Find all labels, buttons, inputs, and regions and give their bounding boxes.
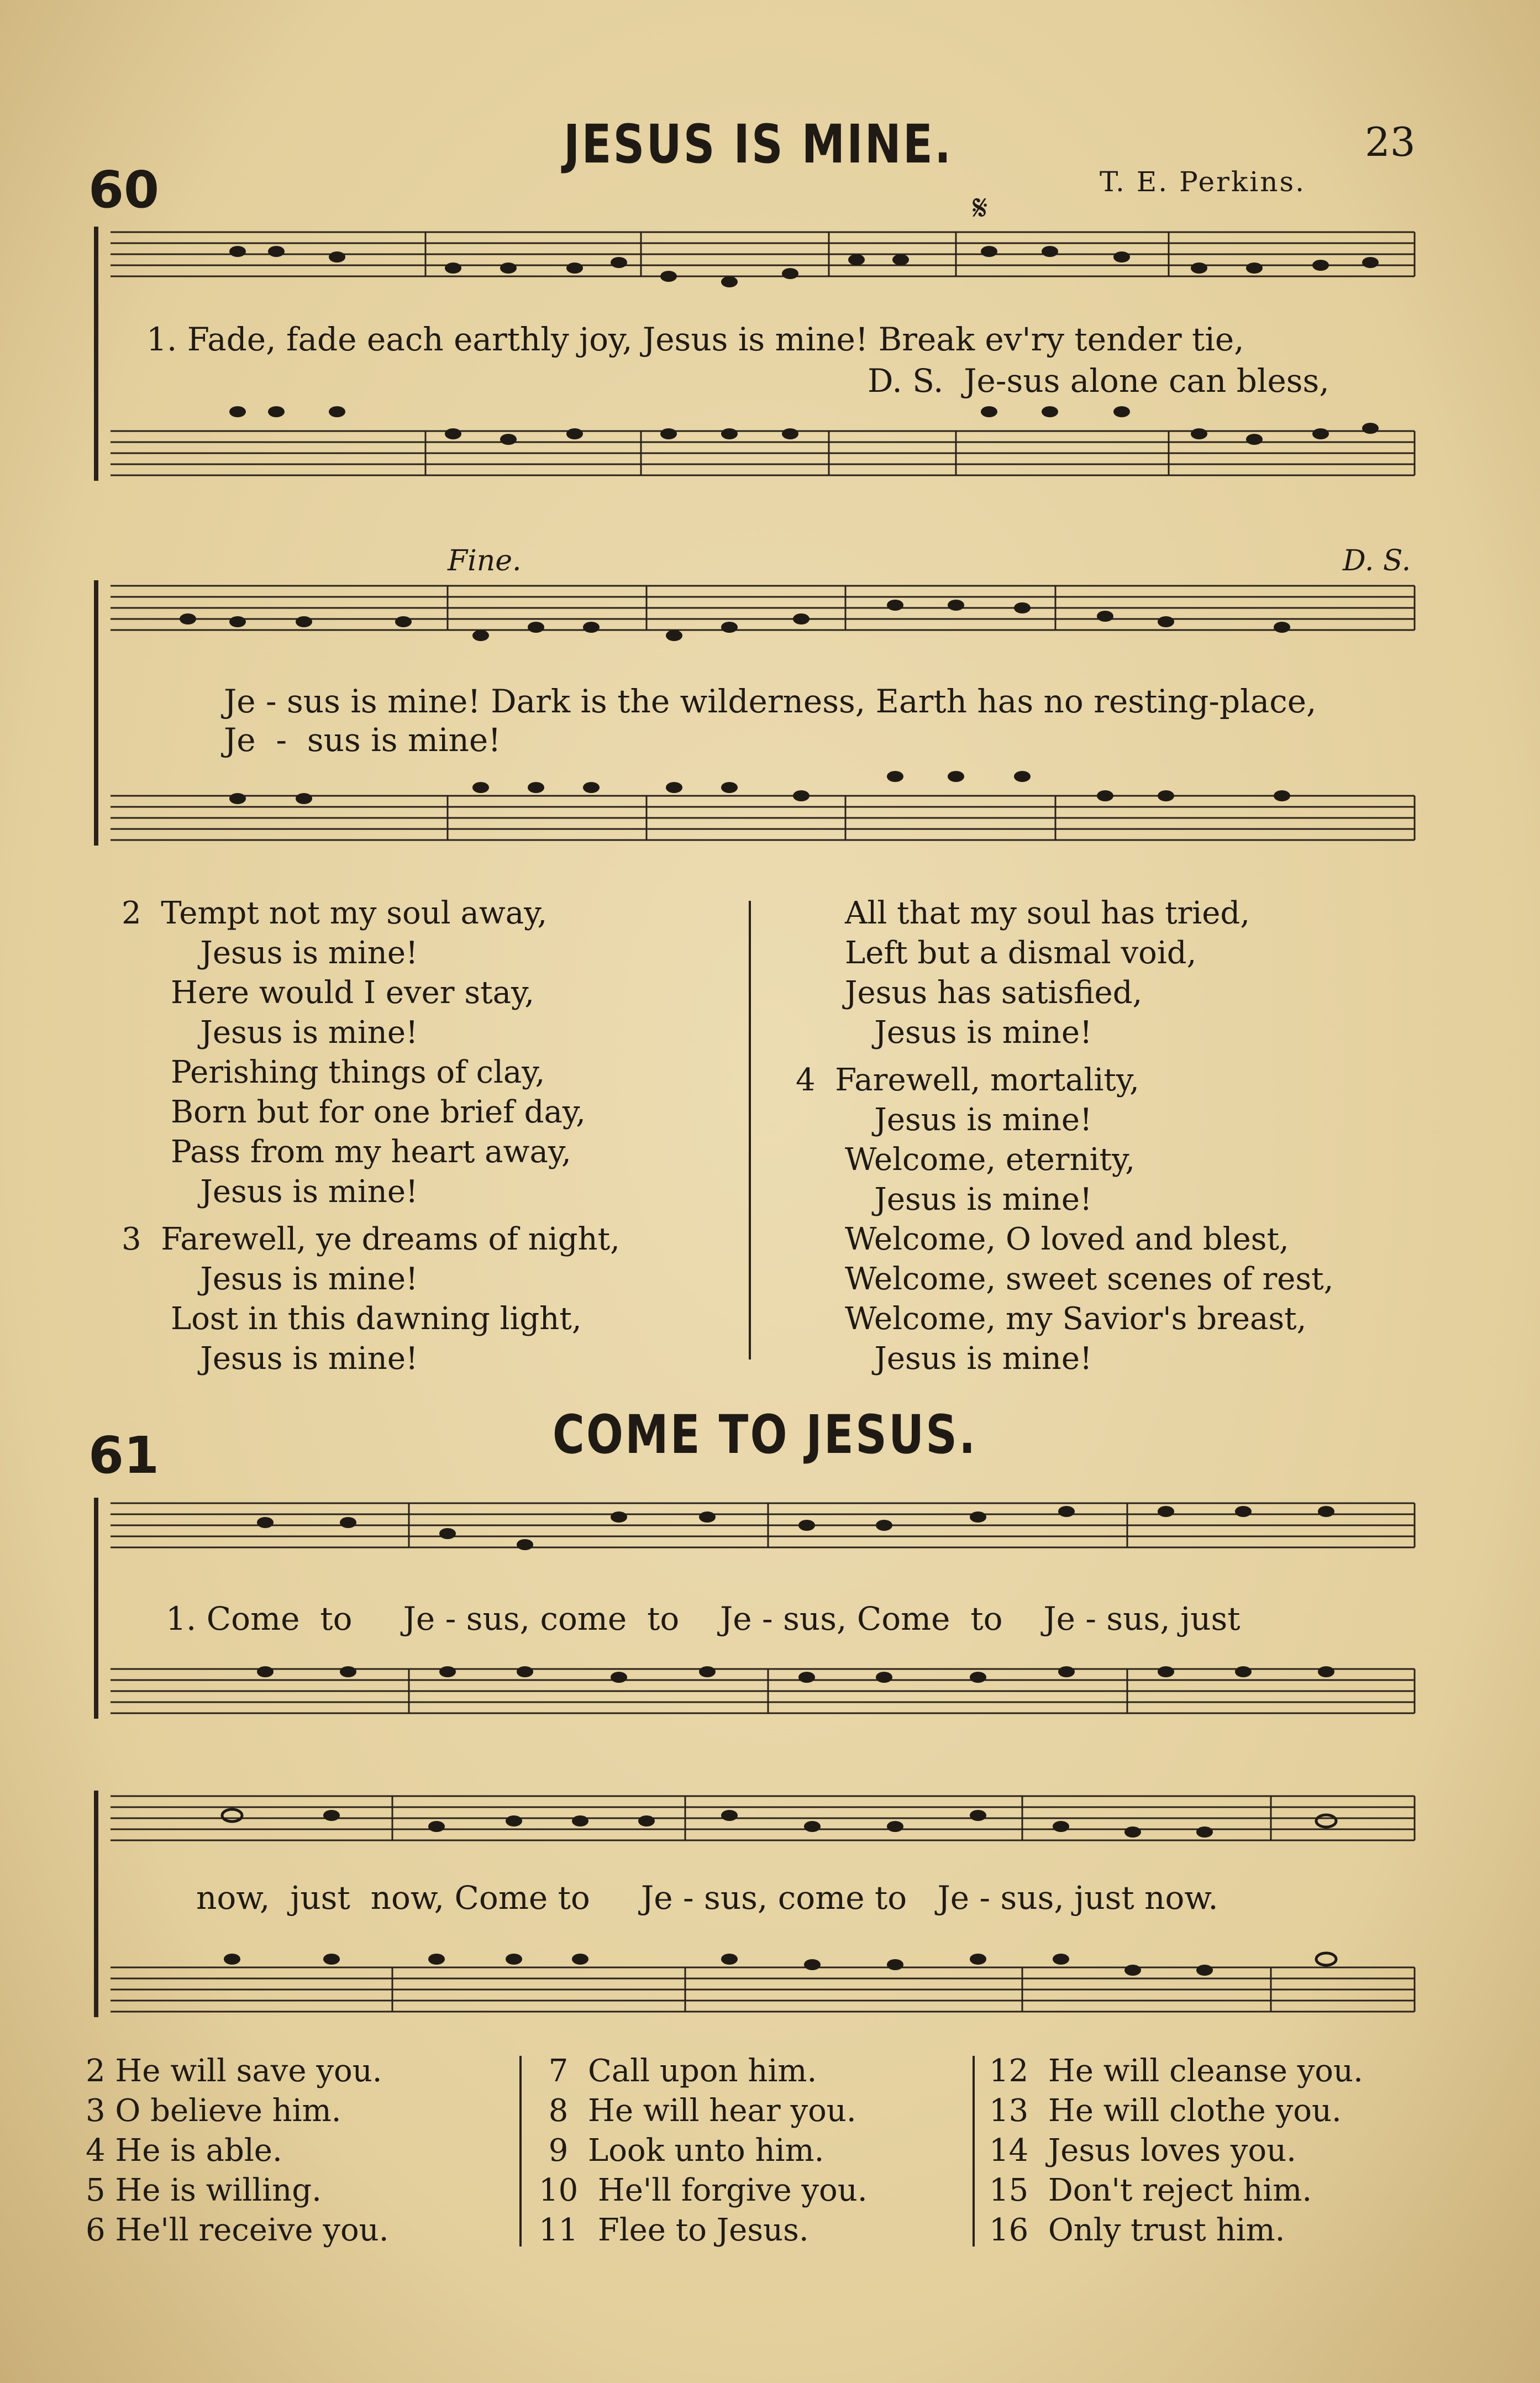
verse-line: 6 He'll receive you. (86, 2212, 389, 2248)
lyric-line-61-1: 1. Come to Je - sus, come to Je - sus, Come to Je - sus, just (166, 1600, 1241, 1637)
verse-line: 16 Only trust him. (989, 2212, 1285, 2248)
hymn-title-61: COME TO JESUS. (553, 1404, 977, 1466)
verse-line: 4 He is able. (86, 2133, 282, 2169)
lyric-line-1: 1. Fade, fade each earthly joy, Jesus is mine! Break ev'ry tender tie, (146, 321, 1244, 358)
verse-line: Pass from my heart away, (122, 1134, 571, 1170)
page-number: 23 (1365, 119, 1416, 165)
verse-line: Welcome, sweet scenes of rest, (796, 1261, 1334, 1297)
verse-line: 15 Don't reject him. (989, 2172, 1312, 2208)
verse-line: Welcome, eternity, (796, 1142, 1136, 1178)
hymn-title-60: JESUS IS MINE. (564, 113, 953, 175)
verse-line: Perishing things of clay, (122, 1054, 545, 1090)
verse-line: Lost in this dawning light, (122, 1301, 582, 1337)
column-divider (749, 901, 751, 1360)
verse-line: 14 Jesus loves you. (989, 2133, 1296, 2169)
verse-line: 13 He will clothe you. (989, 2093, 1342, 2129)
verse-line: Here would I ever stay, (122, 975, 535, 1011)
verse-line: Jesus is mine! (122, 935, 418, 971)
verse-line: 11 Flee to Jesus. (539, 2212, 809, 2248)
verse-line: Jesus is mine! (796, 1015, 1092, 1051)
verse-line: Jesus is mine! (122, 1015, 418, 1051)
lyric-line-2b: Je - sus is mine! (224, 721, 501, 759)
verse-line: Jesus is mine! (122, 1341, 418, 1377)
verse-line: Welcome, O loved and blest, (796, 1221, 1289, 1257)
verse-line: 5 He is willing. (86, 2172, 322, 2208)
lyric-line-2: Je - sus is mine! Dark is the wilderness, Earth has no resting-place, (224, 683, 1317, 720)
verse-line: 8 He will hear you. (539, 2093, 856, 2129)
verse-line: Jesus is mine! (796, 1182, 1092, 1217)
verse-line: Born but for one brief day, (122, 1094, 586, 1130)
verse-line: 12 He will cleanse you. (989, 2053, 1363, 2089)
column-divider (519, 2056, 522, 2246)
segno-icon: 𝄋 (973, 188, 988, 229)
verse-line: 2 He will save you. (86, 2053, 382, 2089)
hymn-number-61: 61 (88, 1426, 160, 1485)
composer: T. E. Perkins. (1100, 166, 1306, 198)
fine-mark: Fine. (448, 544, 522, 578)
column-divider (973, 2056, 975, 2246)
verse-line: 3 Farewell, ye dreams of night, (122, 1221, 620, 1257)
verse-line: Welcome, my Savior's breast, (796, 1301, 1307, 1337)
ds-mark: D. S. (1343, 544, 1411, 578)
lyric-line-61-2: now, just now, Come to Je - sus, come to Je - sus, just now. (196, 1879, 1218, 1917)
verse-line: Jesus is mine! (122, 1261, 418, 1297)
verse-line: 9 Look unto him. (539, 2133, 824, 2169)
hymn-number-60: 60 (88, 160, 160, 219)
verse-line: 4 Farewell, mortality, (796, 1062, 1139, 1098)
lyric-line-1b: D. S. Je-sus alone can bless, (868, 362, 1329, 400)
verse-line: 7 Call upon him. (539, 2053, 817, 2089)
verse-line: Jesus is mine! (796, 1341, 1092, 1377)
verse-line: 10 He'll forgive you. (539, 2172, 868, 2208)
verse-line: Jesus is mine! (796, 1102, 1092, 1138)
verse-line: Left but a dismal void, (796, 935, 1197, 971)
verse-line: Jesus has satisfied, (796, 975, 1143, 1011)
verse-line: 2 Tempt not my soul away, (122, 895, 548, 931)
verse-line: 3 O believe him. (86, 2093, 341, 2129)
verse-line: Jesus is mine! (122, 1174, 418, 1210)
verse-line: All that my soul has tried, (796, 895, 1250, 931)
